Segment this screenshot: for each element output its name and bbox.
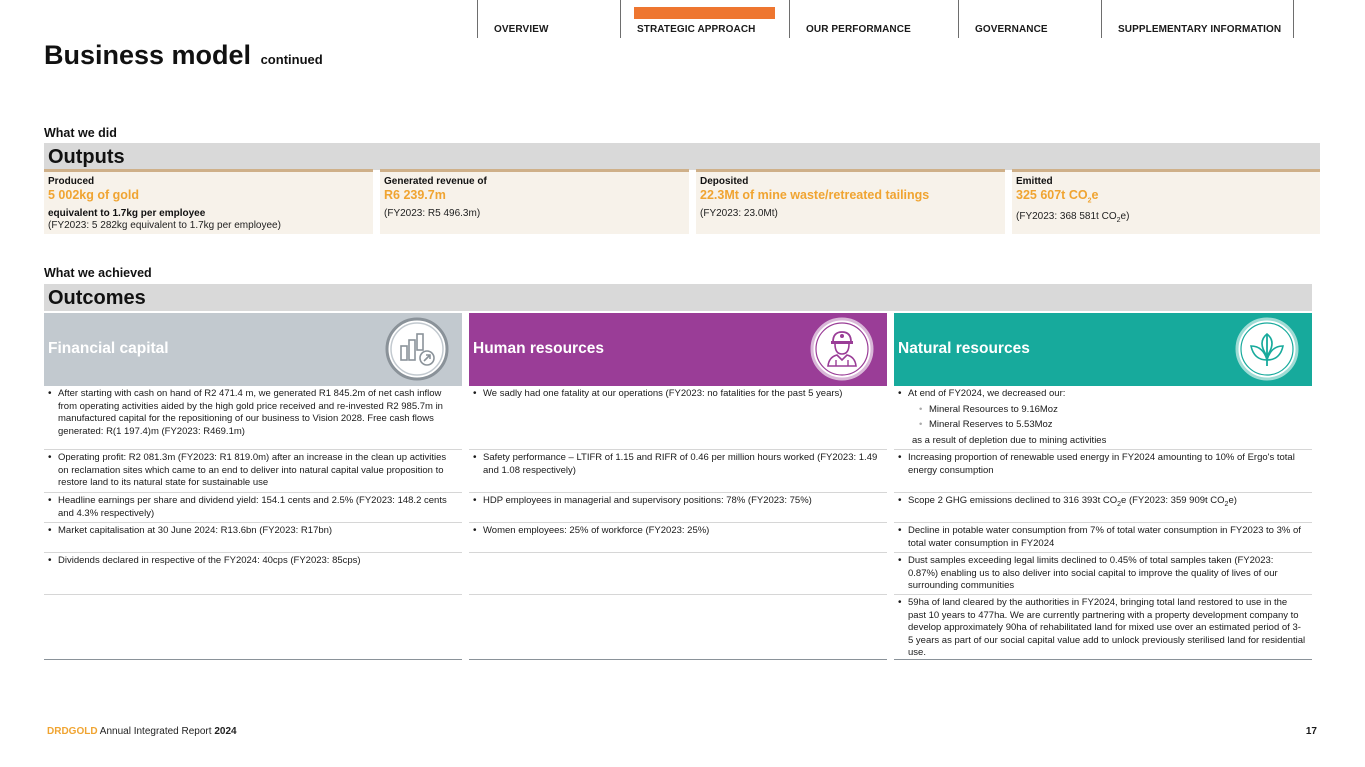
- output-card-revenue: [380, 169, 689, 234]
- title-main: Business model: [44, 40, 252, 70]
- top-navigation: [477, 0, 1294, 38]
- outputs-heading: Outputs: [44, 143, 1320, 170]
- tab-strategic-approach[interactable]: [620, 0, 789, 38]
- card-label: Deposited: [700, 176, 749, 187]
- footer-text: Annual Integrated Report: [99, 726, 212, 737]
- outcomes-label: What we achieved: [44, 266, 152, 280]
- output-card-produced: [44, 169, 373, 234]
- footer: [47, 726, 237, 737]
- column-title: Financial capital: [48, 340, 169, 357]
- list-item: • Decline in potable water consumption from 7% of total water consumption in FY2023 to 3% of total water consumption in FY2024: [894, 523, 1312, 553]
- card-note: (FY2023: 5 282kg equivalent to 1.7kg per employee): [48, 220, 281, 231]
- tab-governance[interactable]: [958, 0, 1101, 38]
- natural-resources-header: [894, 313, 1312, 386]
- outcomes-heading: Outcomes: [44, 284, 1312, 311]
- list-item: • Headline earnings per share and dividend yield: 154.1 cents and 2.5% (FY2023: 148.2 cents and 4.3% respectively): [44, 493, 462, 523]
- list-item: • Women employees: 25% of workforce (FY2023: 25%): [469, 523, 887, 553]
- empty-cell: [469, 595, 887, 660]
- tab-our-performance[interactable]: [789, 0, 958, 38]
- card-note: (FY2023: 368 581t $CO_2e$): [1016, 210, 1130, 224]
- tab-overview[interactable]: [477, 0, 620, 38]
- outcome-headers: [44, 313, 1312, 386]
- outcome-columns: [44, 386, 1312, 660]
- card-note: (FY2023: 23.0Mt): [700, 208, 778, 219]
- active-tab-indicator: [634, 7, 775, 19]
- list-item: • HDP employees in managerial and supervisory positions: 78% (FY2023: 75%): [469, 493, 887, 523]
- list-item: • At end of FY2024, we decreased our: • Mineral Resources to 9.16Moz • Mineral Reserves to 5.53Moz as a result of depletion due to mining activities: [894, 386, 1312, 450]
- page-number: 17: [1305, 726, 1317, 737]
- card-note-bold: equivalent to 1.7kg per employee: [48, 208, 206, 219]
- tab-label: OVERVIEW: [494, 24, 549, 35]
- natural-resources-column: [894, 386, 1312, 660]
- outputs-label: What we did: [44, 126, 117, 140]
- title-sub: continued: [260, 52, 323, 67]
- list-item: • Safety performance – LTIFR of 1.15 and RIFR of 0.46 per million hours worked (FY2023: 1.49 and 1.08 respectively): [469, 450, 887, 493]
- list-item: • We sadly had one fatality at our operations (FY2023: no fatalities for the past 5 years): [469, 386, 887, 450]
- card-value: 22.3Mt of mine waste/retreated tailings: [700, 188, 930, 202]
- human-resources-header: [469, 313, 887, 386]
- card-value: R6 239.7m: [384, 188, 446, 202]
- output-card-emitted: [1012, 169, 1320, 234]
- financial-capital-column: [44, 386, 462, 660]
- list-item: • 59ha of land cleared by the authorities in FY2024, bringing total land restored to use in the past 10 years to 477ha. We are currently partnering with a property development company to develop approximately 90ha of rehabilitated land for mixed use over an estimated period of 3-5 years as part of our social capital value add to unlock previously sterilised land for residential use.: [894, 595, 1312, 660]
- output-card-deposited: [696, 169, 1005, 234]
- list-item: • Dividends declared in respective of the FY2024: 40cps (FY2023: 85cps): [44, 553, 462, 595]
- card-label: Emitted: [1016, 176, 1053, 187]
- footer-year: 2024: [214, 726, 237, 737]
- empty-cell: [469, 553, 887, 595]
- leaf-icon: [1234, 316, 1300, 382]
- list-item: • Market capitalisation at 30 June 2024: R13.6bn (FY2023: R17bn): [44, 523, 462, 553]
- tab-supplementary-information[interactable]: [1101, 0, 1294, 38]
- card-note: (FY2023: R5 496.3m): [384, 208, 481, 219]
- outputs-row: [44, 169, 1320, 234]
- footer-brand: DRDGOLD: [47, 726, 98, 737]
- list-item: • Dust samples exceeding legal limits declined to 0.45% of total samples taken (FY2023: 0.87%) enabling us to also deliver into social capital to improve the quality of lives of our surrounding communities: [894, 553, 1312, 595]
- financial-capital-header: [44, 313, 462, 386]
- tab-label: GOVERNANCE: [975, 24, 1048, 35]
- tab-label: STRATEGIC APPROACH: [637, 24, 756, 35]
- list-item: • Increasing proportion of renewable used energy in FY2024 amounting to 10% of Ergo's total energy consumption: [894, 450, 1312, 493]
- card-label: Produced: [48, 176, 95, 187]
- tab-label: SUPPLEMENTARY INFORMATION: [1118, 24, 1282, 35]
- tab-label: OUR PERFORMANCE: [806, 24, 911, 35]
- card-value: 325 607t $CO_2e$: [1016, 188, 1099, 205]
- empty-cell: [44, 595, 462, 660]
- bar-chart-growth-icon: [384, 316, 450, 382]
- page-title: [44, 40, 323, 71]
- column-title: Human resources: [473, 340, 604, 357]
- list-item: • Scope 2 GHG emissions declined to 316 393t $CO_2e$ (FY2023: 359 909t $CO_2e$): [894, 493, 1312, 523]
- human-resources-column: [469, 386, 887, 660]
- list-item: • Operating profit: R2 081.3m (FY2023: R1 819.0m) after an increase in the clean up activities on reclamation sites which came to an end to deliver into natural capital value proposition to restore land to its natural state for sustainable use: [44, 450, 462, 493]
- column-title: Natural resources: [898, 340, 1030, 357]
- miner-worker-icon: [809, 316, 875, 382]
- card-label: Generated revenue of: [384, 176, 487, 187]
- card-value: 5 002kg of gold: [48, 188, 139, 202]
- list-item: • After starting with cash on hand of R2 471.4 m, we generated R1 845.2m of net cash inflow from operating activities aided by the high gold price received and re-invested R2 985.7m in manufactured capital for the repositioning of our business to Vision 2028. Free cash flows generated: R(1 197.4)m (FY2023: R469.1m): [44, 386, 462, 450]
